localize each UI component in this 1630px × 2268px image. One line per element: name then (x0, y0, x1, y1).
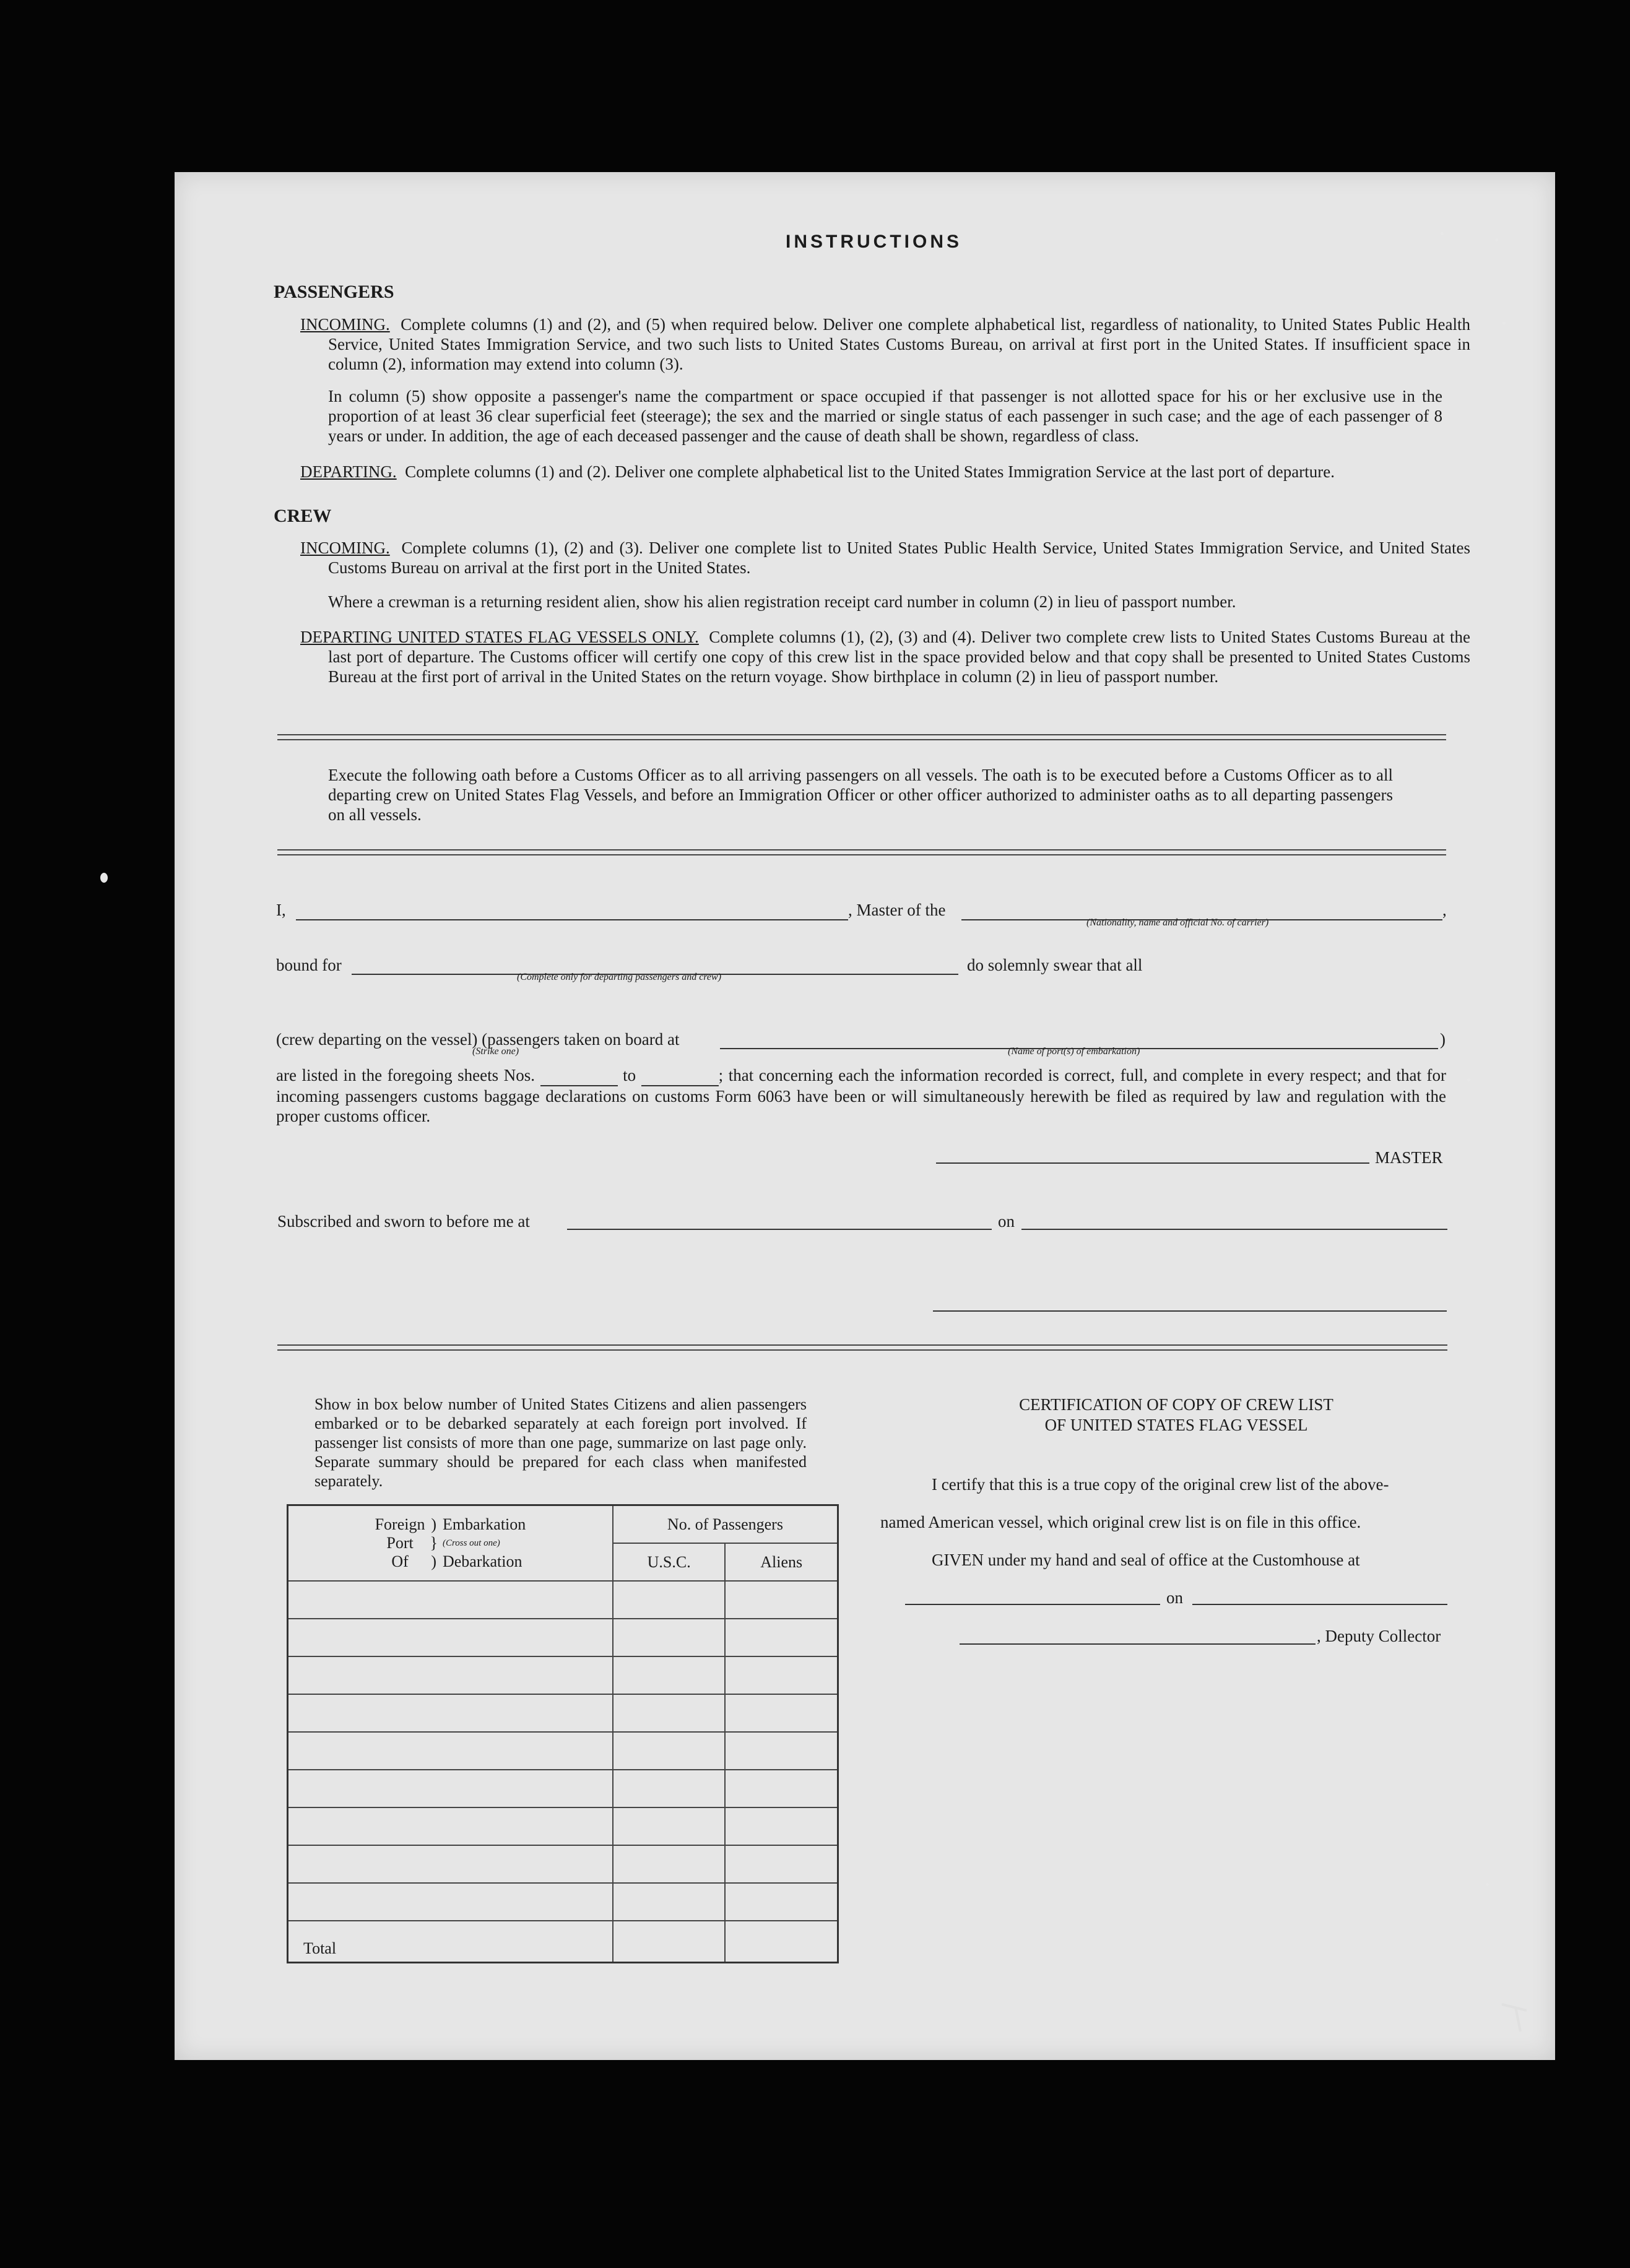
passengers-incoming-label: INCOMING. (300, 315, 390, 334)
aliens-cell[interactable] (725, 1656, 838, 1694)
section-divider (277, 1344, 1447, 1351)
master-label: MASTER (1375, 1148, 1443, 1167)
usc-cell[interactable] (613, 1694, 726, 1732)
aliens-cell[interactable] (725, 1807, 838, 1845)
scan-speck (1486, 1883, 1489, 1886)
usc-cell[interactable] (613, 1807, 726, 1845)
aliens-cell[interactable] (725, 1581, 838, 1619)
subscribed-date-field[interactable] (1021, 1229, 1447, 1230)
master-name-field[interactable] (296, 919, 848, 920)
section-divider (277, 849, 1446, 855)
listed-prefix: are listed in the foregoing sheets Nos. (276, 1066, 535, 1084)
certification-on-label: on (1166, 1588, 1183, 1607)
aliens-cell[interactable] (725, 1619, 838, 1656)
table-row (288, 1619, 838, 1656)
customhouse-field[interactable] (905, 1604, 1160, 1605)
crew-departing-paragraph (300, 627, 1470, 686)
certification-title-line2: OF UNITED STATES FLAG VESSEL (1044, 1416, 1308, 1434)
usc-cell[interactable] (613, 1656, 726, 1694)
port-note: (Name of port(s) of embarkation) (1008, 1046, 1140, 1057)
given-text: GIVEN under my hand and seal of office at the Customhouse at (932, 1551, 1360, 1569)
port-cell[interactable] (288, 1883, 613, 1921)
bound-for-label: bound for (276, 956, 342, 974)
certification-title (879, 1395, 1473, 1435)
crew-incoming-text: Complete columns (1), (2) and (3). Deliver one complete list to United States Public Health Service, United States Immigration Service, and United States Customs Bureau on arrival at the first port in the United States. (328, 539, 1471, 577)
passengers-column5-paragraph: In column (5) show opposite a passenger's name the compartment or space occupied if that passenger is not allotted space for his or her exclusive use in the proportion of at least 36 clear superficial feet (steerage); the sex and the married or single status of each passenger in such case; and the age of each passenger of 8 years or under. In addition, the age of each deceased passenger and the cause of death shall be shown, regardless of class. (328, 387, 1442, 445)
subscribed-on-label: on (998, 1212, 1015, 1231)
listed-paragraph (276, 1065, 1446, 1126)
usc-cell[interactable] (613, 1581, 726, 1619)
swear-text: do solemnly swear that all (967, 956, 1143, 974)
usc-cell[interactable] (613, 1619, 726, 1656)
strike-note: (Strike one) (472, 1046, 519, 1057)
usc-cell[interactable] (613, 1770, 726, 1807)
sheet-to-field[interactable] (641, 1065, 719, 1086)
port-cell[interactable] (288, 1807, 613, 1845)
scan-speck (1467, 1078, 1470, 1081)
aliens-total-cell[interactable] (725, 1921, 838, 1963)
crew-heading: CREW (274, 506, 332, 526)
usc-cell[interactable] (613, 1732, 726, 1770)
port-cell[interactable] (288, 1656, 613, 1694)
bound-note: (Complete only for departing passengers and crew) (517, 972, 722, 982)
aliens-cell[interactable] (725, 1770, 838, 1807)
certification-date-field[interactable] (1192, 1604, 1447, 1605)
port-cell[interactable] (288, 1581, 613, 1619)
usc-header: U.S.C. (613, 1543, 726, 1581)
aliens-cell[interactable] (725, 1845, 838, 1883)
crew-passengers-text: (crew departing on the vessel) (passengers taken on board at (276, 1030, 680, 1049)
passenger-summary-table (287, 1504, 839, 1963)
sheet-from-field[interactable] (540, 1065, 618, 1086)
corner-mark-icon (1497, 1999, 1534, 2036)
no-passengers-header: No. of Passengers (613, 1505, 838, 1544)
table-row (288, 1770, 838, 1807)
crew-incoming-label: INCOMING. (300, 539, 390, 557)
master-signature-field[interactable] (936, 1162, 1369, 1164)
subscribed-label: Subscribed and sworn to before me at (277, 1212, 530, 1231)
carrier-note: (Nationality, name and official No. of carrier) (1086, 917, 1269, 928)
crew-resident-paragraph: Where a crewman is a returning resident alien, show his alien registration receipt card number in column (2) in lieu of passport number. (328, 592, 1236, 611)
crew-departing-text: Complete columns (1), (2), (3) and (4). Deliver two complete crew lists to United States Customs Bureau at the last port of departure. The Customs officer will certify one copy of this crew list in the space provided below and that copy shall be presented to United States Customs Bureau at the first port of arrival in the United States on the return voyage. Show birthplace in column (2) in lieu of passport number. (328, 628, 1470, 686)
scan-speck (1495, 238, 1498, 241)
debarkation-label[interactable]: Debarkation (442, 1552, 522, 1570)
port-header-cell: Foreign Port Of ) } ) Embarkation (Cross out one) Debarkation (288, 1505, 613, 1582)
aliens-cell[interactable] (725, 1883, 838, 1921)
crew-departing-label: DEPARTING UNITED STATES FLAG VESSELS ONLY. (300, 628, 699, 646)
table-row (288, 1732, 838, 1770)
aliens-header: Aliens (725, 1543, 838, 1581)
table-row (288, 1883, 838, 1921)
total-label: Total (288, 1921, 613, 1963)
deputy-collector-signature-field[interactable] (960, 1643, 1316, 1645)
listed-rest: ; that concerning each the information recorded is correct, full, and complete in every respect; and that for incoming passengers customs baggage declarations on customs Form 6063 have been or will simultaneously herewith be filed as required by law and regulation with the proper customs officer. (276, 1066, 1447, 1125)
passengers-heading: PASSENGERS (274, 282, 394, 302)
port-cell[interactable] (288, 1694, 613, 1732)
passengers-departing-paragraph (300, 462, 1442, 482)
port-cell[interactable] (288, 1619, 613, 1656)
table-row (288, 1656, 838, 1694)
oath-i-label: I, (276, 901, 286, 919)
to-label: to (623, 1066, 636, 1084)
passengers-incoming-paragraph (300, 314, 1470, 374)
deputy-collector-label: , Deputy Collector (1317, 1627, 1441, 1645)
certify-line1: I certify that this is a true copy of the original crew list of the above- (932, 1475, 1389, 1494)
embarkation-label[interactable]: Embarkation (442, 1515, 526, 1533)
table-row (288, 1807, 838, 1845)
certification-title-line1: CERTIFICATION OF COPY OF CREW LIST (1019, 1395, 1333, 1414)
certify-line2: named American vessel, which original crew list is on file in this office. (880, 1513, 1361, 1531)
summary-instructions: Show in box below number of United States Citizens and alien passengers embarked or to be debarked separately at each foreign port involved. If passenger list consists of more than one page, summarize on last page only. Separate summary should be prepared for each class when manifested separately. (314, 1395, 807, 1490)
usc-cell[interactable] (613, 1845, 726, 1883)
officer-signature-field[interactable] (933, 1310, 1447, 1312)
table-row (288, 1694, 838, 1732)
passengers-departing-label: DEPARTING. (300, 462, 397, 481)
passengers-incoming-text: Complete columns (1) and (2), and (5) when required below. Deliver one complete alphabetical list, regardless of nationality, to United States Public Health Service, United States Immigration Service, and two such lists to United States Customs Bureau, on arrival at first port in the United States. If insufficient space in column (2), information may extend into column (3). (328, 315, 1471, 373)
of-label: Of (391, 1552, 409, 1570)
passengers-departing-text: Complete columns (1) and (2). Deliver one complete alphabetical list to the United States Immigration Service at the last port of departure. (405, 462, 1335, 481)
scan-speck (100, 873, 108, 883)
total-row (288, 1921, 838, 1963)
page-title: INSTRUCTIONS (786, 232, 962, 252)
aliens-cell[interactable] (725, 1732, 838, 1770)
table-row (288, 1581, 838, 1619)
foreign-label: Foreign (375, 1515, 425, 1533)
cross-out-note: (Cross out one) (442, 1538, 500, 1548)
oath-instructions: Execute the following oath before a Customs Officer as to all arriving passengers on all vessels. The oath is to be executed before a Customs Officer as to all departing crew on United States Flag Vessels, and before an Immigration Officer or other officer authorized to administer oaths as to all departing passengers on all vessels. (328, 766, 1393, 824)
port-cell[interactable] (288, 1732, 613, 1770)
usc-total-cell[interactable] (613, 1921, 726, 1963)
close-paren: ) (1440, 1030, 1446, 1049)
master-of-label: , Master of the (848, 901, 946, 919)
port-label: Port (386, 1534, 414, 1552)
port-cell[interactable] (288, 1770, 613, 1807)
usc-cell[interactable] (613, 1883, 726, 1921)
section-divider (277, 734, 1446, 740)
table-row (288, 1845, 838, 1883)
aliens-cell[interactable] (725, 1694, 838, 1732)
subscribed-place-field[interactable] (567, 1229, 992, 1230)
scan-speck (1441, 232, 1444, 235)
crew-incoming-paragraph (300, 538, 1470, 578)
scan-speck (1502, 322, 1506, 325)
port-cell[interactable] (288, 1845, 613, 1883)
